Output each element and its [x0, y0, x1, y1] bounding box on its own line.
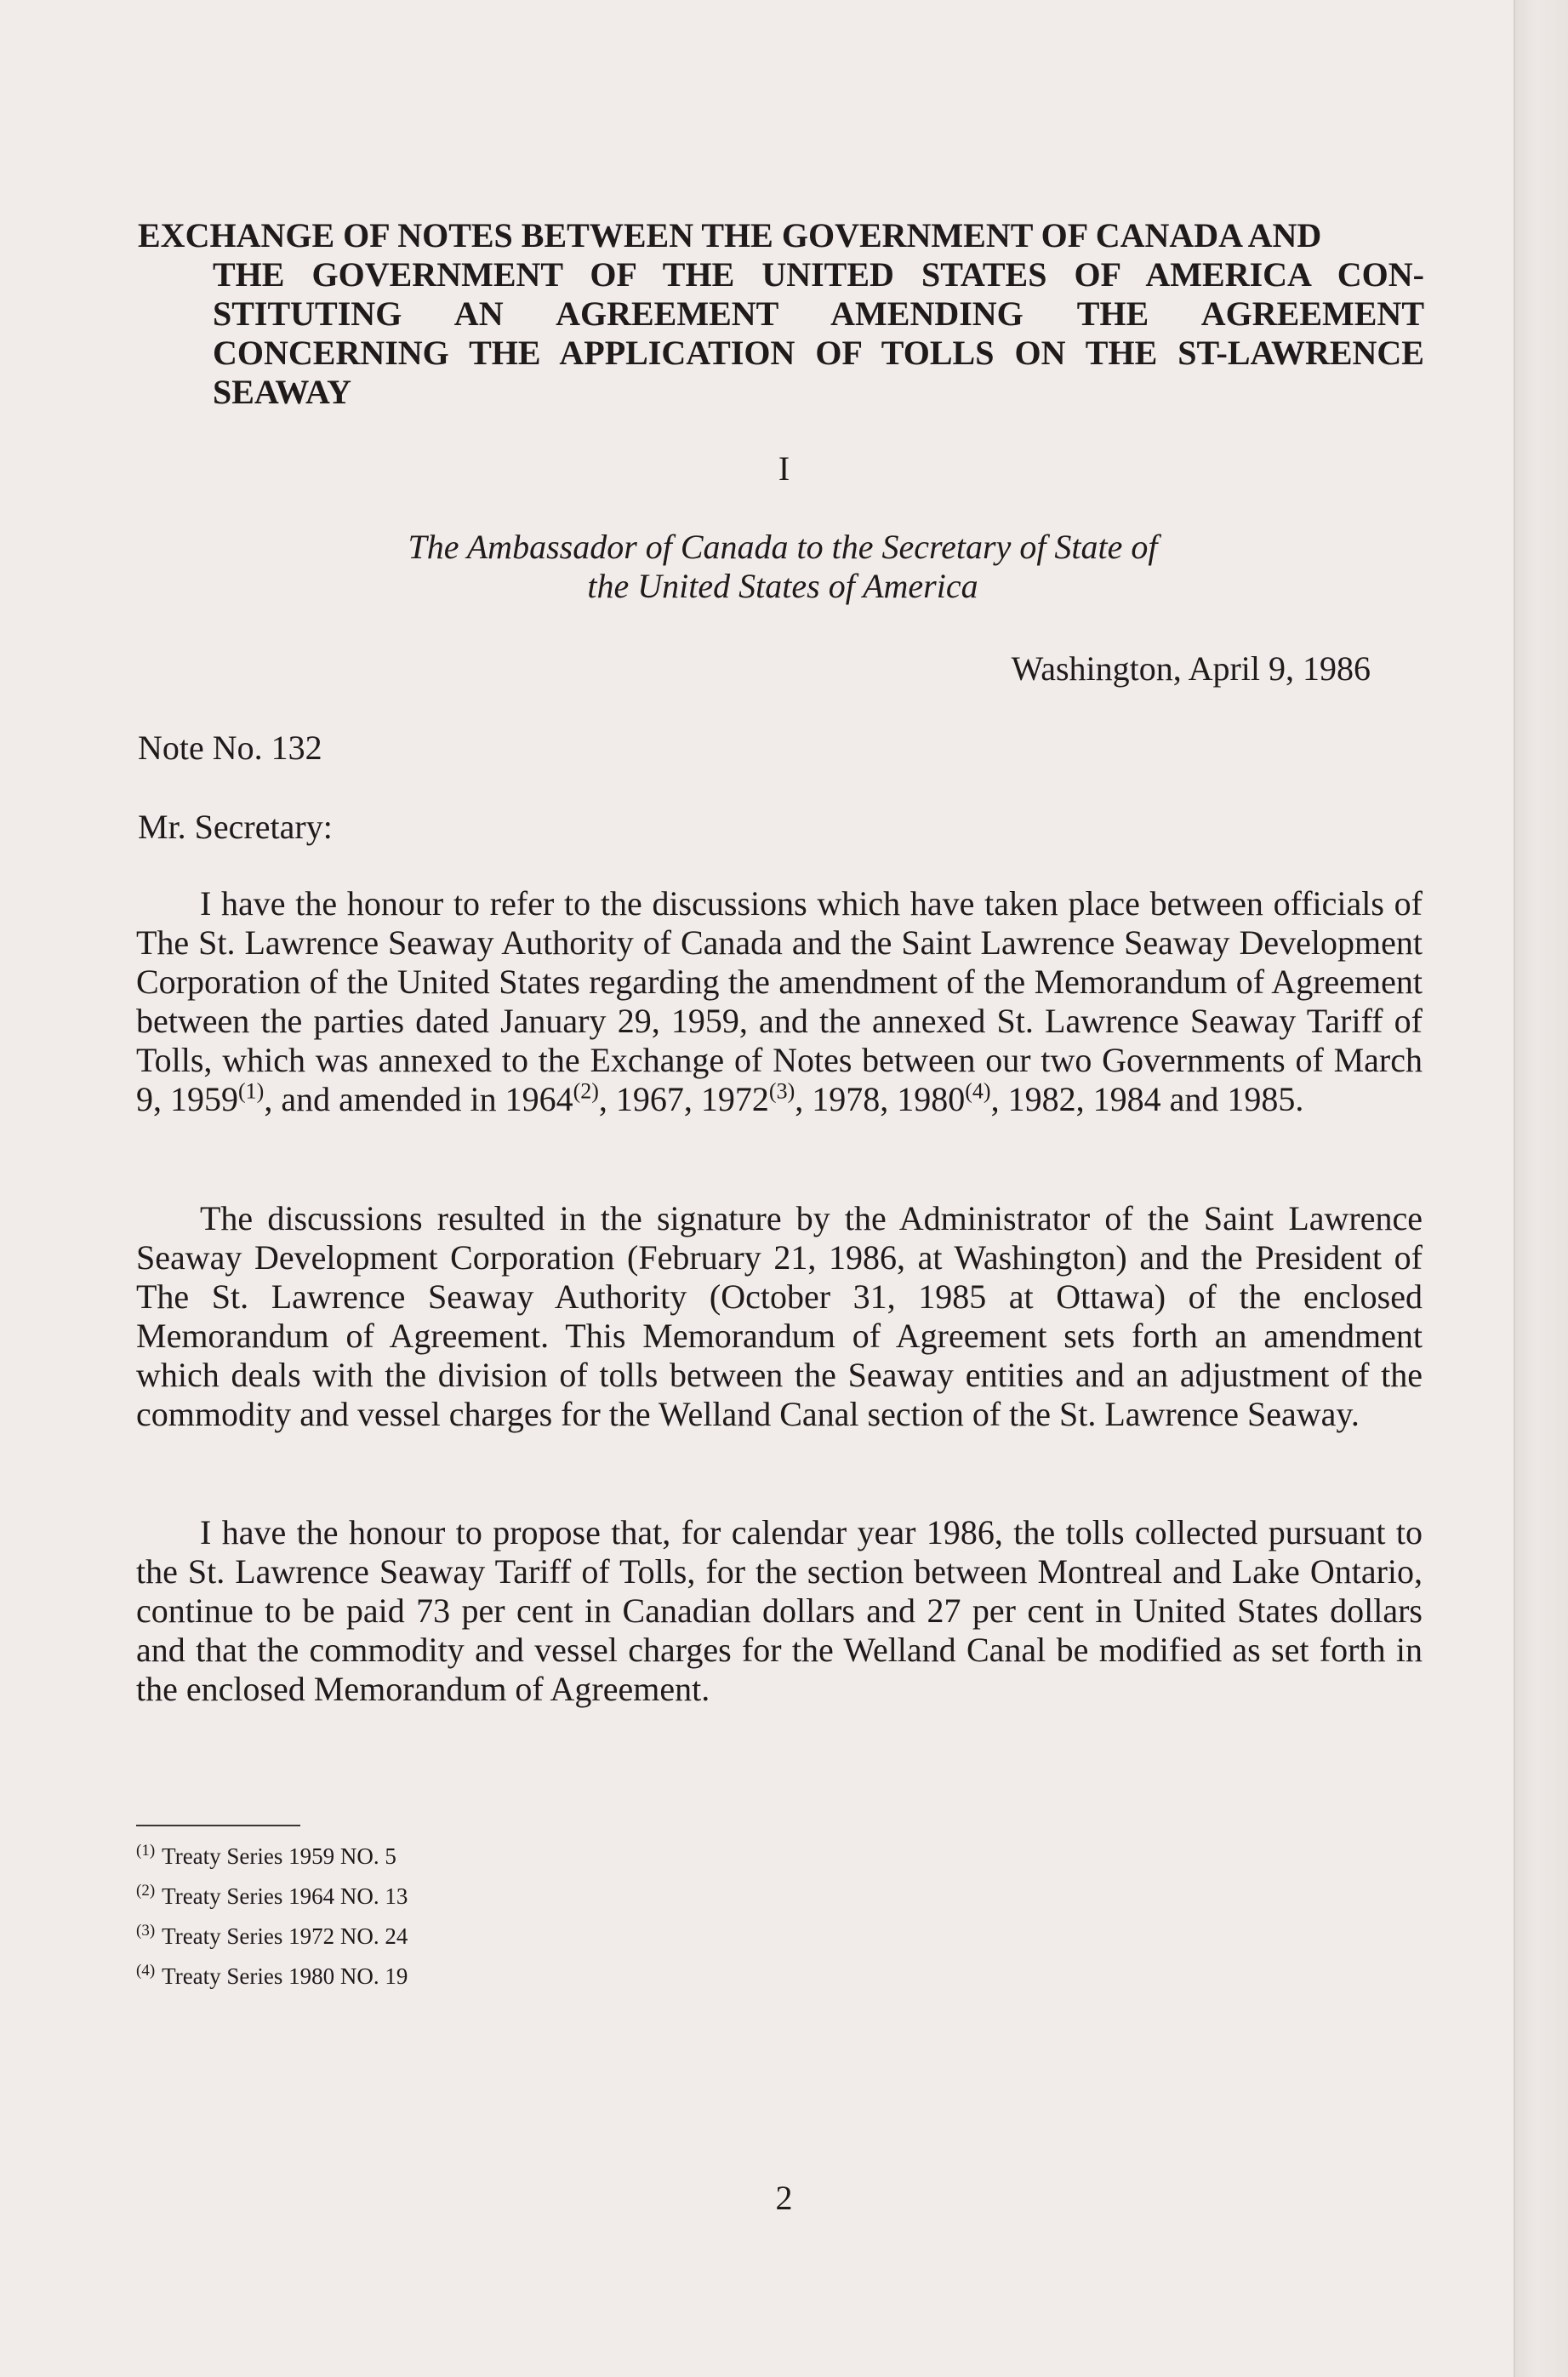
paragraph-1	[136, 884, 1423, 1119]
paragraph-2	[136, 1199, 1423, 1434]
note-number: Note No. 132	[138, 729, 322, 767]
salutation: Mr. Secretary:	[138, 808, 333, 846]
title-line-2: THE GOVERNMENT OF THE UNITED STATES OF AMERICA CON-	[213, 255, 1424, 294]
document-title	[138, 216, 1424, 412]
paragraph-1-part-a: I have the honour to refer to the discussions which have taken place between officials of The St. Lawrence Seaway Authority of Canada and the Saint Lawrence Seaway Development Corporation of the United States regarding the amendment of the Memorandum of Agreement between the parties dated January 29, 1959, and the annexed St. Lawrence Seaway Tariff of Tolls, which was annexed to the Exchange of Notes between our two Governments of March 9, 1959	[136, 884, 1423, 1118]
paragraph-1-part-d: , 1978, 1980	[795, 1080, 966, 1118]
paragraph-1-part-b: , and amended in 1964	[264, 1080, 573, 1118]
title-line-4: CONCERNING THE APPLICATION OF TOLLS ON THE ST-LAWRENCE	[213, 334, 1424, 372]
page-edge	[1514, 0, 1568, 2377]
footnote-mark: (4)	[136, 1962, 156, 1980]
footnotes	[136, 1837, 408, 1997]
title-line-5: SEAWAY	[213, 373, 352, 411]
footnote-mark: (1)	[136, 1842, 156, 1860]
paragraph-1-text	[136, 884, 1423, 1119]
title-line-3: STITUTING AN AGREEMENT AMENDING THE AGREEMENT	[213, 294, 1424, 333]
footnote-ref-2: (2)	[573, 1078, 599, 1104]
footnote-text: Treaty Series 1964 NO. 13	[162, 1883, 408, 1909]
footnote-mark: (2)	[136, 1882, 156, 1900]
paragraph-1-part-c: , 1967, 1972	[598, 1080, 769, 1118]
addressee	[255, 528, 1310, 606]
title-line-1: EXCHANGE OF NOTES BETWEEN THE GOVERNMENT OF CANADA AND	[138, 216, 1322, 254]
addressee-line-2: the United States of America	[587, 567, 978, 605]
footnote-item	[136, 1877, 408, 1917]
footnote-ref-3: (3)	[768, 1078, 795, 1104]
footnote-text: Treaty Series 1972 NO. 24	[162, 1923, 408, 1949]
addressee-line-1: The Ambassador of Canada to the Secretary of State of	[408, 528, 1158, 566]
footnote-item	[136, 1917, 408, 1957]
footnote-item	[136, 1957, 408, 1997]
paragraph-1-part-e: , 1982, 1984 and 1985.	[990, 1080, 1304, 1118]
page-number: 2	[775, 2179, 793, 2217]
paragraph-3-text: I have the honour to propose that, for calendar year 1986, the tolls collected pursuant to the St. Lawrence Seaway Tariff of Tolls, for the section between Montreal and Lake Ontario, continue to be paid 73 per cent in Canadian dollars and 27 per cent in United States dollars and that the commodity and vessel charges for the Welland Canal be modified as set forth in the enclosed Memorandum of Agreement.	[136, 1513, 1423, 1708]
footnote-ref-4: (4)	[965, 1078, 991, 1104]
footnote-mark: (3)	[136, 1922, 156, 1940]
paragraph-2-text: The discussions resulted in the signature by the Administrator of the Saint Lawrence Seaway Development Corporation (February 21, 1986, at Washington) and the President of The St. Lawrence Seaway Authority (October 31, 1985 at Ottawa) of the enclosed Memorandum of Agreement. This Memorandum of Agreement sets forth an amendment which deals with the division of tolls between the Seaway entities and an adjustment of the commodity and vessel charges for the Welland Canal section of the St. Lawrence Seaway.	[136, 1199, 1423, 1433]
footnote-text: Treaty Series 1980 NO. 19	[162, 1963, 408, 1989]
section-number: I	[778, 449, 790, 488]
footnote-divider	[136, 1825, 300, 1826]
paragraph-3	[136, 1513, 1423, 1709]
dateline: Washington, April 9, 1986	[1011, 649, 1371, 688]
footnote-text: Treaty Series 1959 NO. 5	[162, 1843, 396, 1869]
footnote-ref-1: (1)	[238, 1078, 265, 1104]
footnote-item	[136, 1837, 408, 1877]
